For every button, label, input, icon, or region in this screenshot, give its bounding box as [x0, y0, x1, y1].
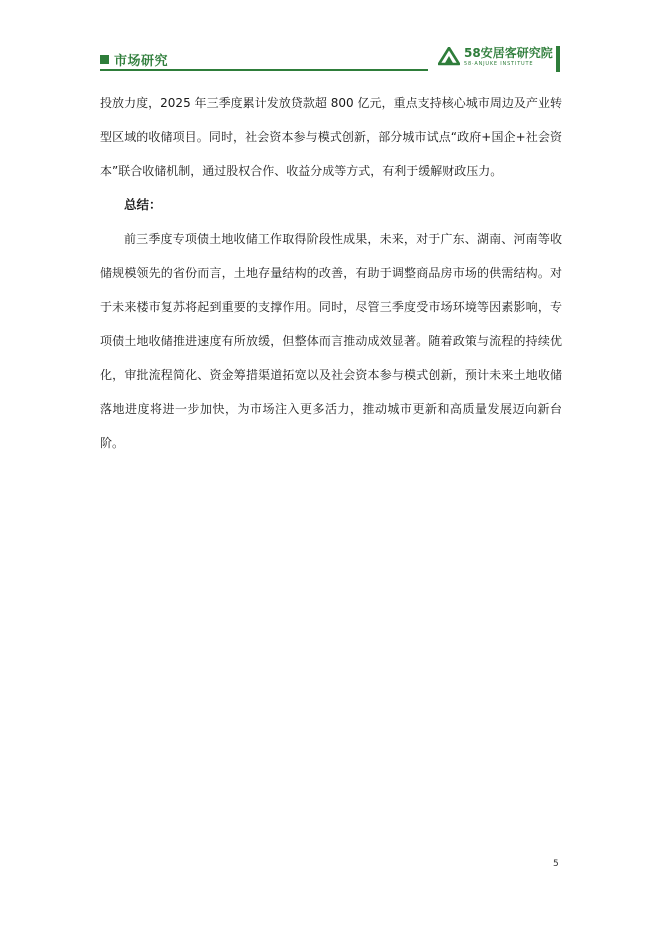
logo-wordmark: 58安居客研究院: [464, 46, 553, 60]
body-paragraph: 投放力度，2025 年三季度累计发放贷款超 800 亿元，重点支持核心城市周边及产业转型区域的收储项目。同时，社会资本参与模式创新，部分城市试点“政府+国企+社会资本”联合收储机制，通过股权合作、收益分成等方式，有利于缓解财政压力。: [100, 96, 562, 178]
logo: [438, 46, 553, 68]
page-header: [100, 46, 562, 74]
section-label: 市场研究: [114, 54, 169, 69]
page-number: 5: [553, 859, 559, 869]
header-divider: [100, 69, 428, 71]
header-accent-bar: [556, 46, 560, 72]
square-bullet-icon: [100, 55, 109, 64]
logo-subtitle: 58·ANJUKE INSTITUTE: [464, 61, 534, 67]
article-body: [100, 86, 562, 460]
house-logo-icon: [438, 47, 460, 67]
summary-paragraph: 前三季度专项债土地收储工作取得阶段性成果，未来，对于广东、湖南、河南等收储规模领先的省份而言，土地存量结构的改善，有助于调整商品房市场的供需结构。对于未来楼市复苏将起到重要的支撑作用。同时，尽管三季度受市场环境等因素影响，专项债土地收储推进速度有所放缓，但整体而言推动成效显著。随着政策与流程的持续优化，审批流程简化、资金筹措渠道拓宽以及社会资本参与模式创新，预计未来土地收储落地进度将进一步加快，为市场注入更多活力，推动城市更新和高质量发展迈向新台阶。: [100, 232, 562, 450]
section-tag: [100, 50, 168, 69]
summary-heading: 总结：: [124, 197, 162, 212]
